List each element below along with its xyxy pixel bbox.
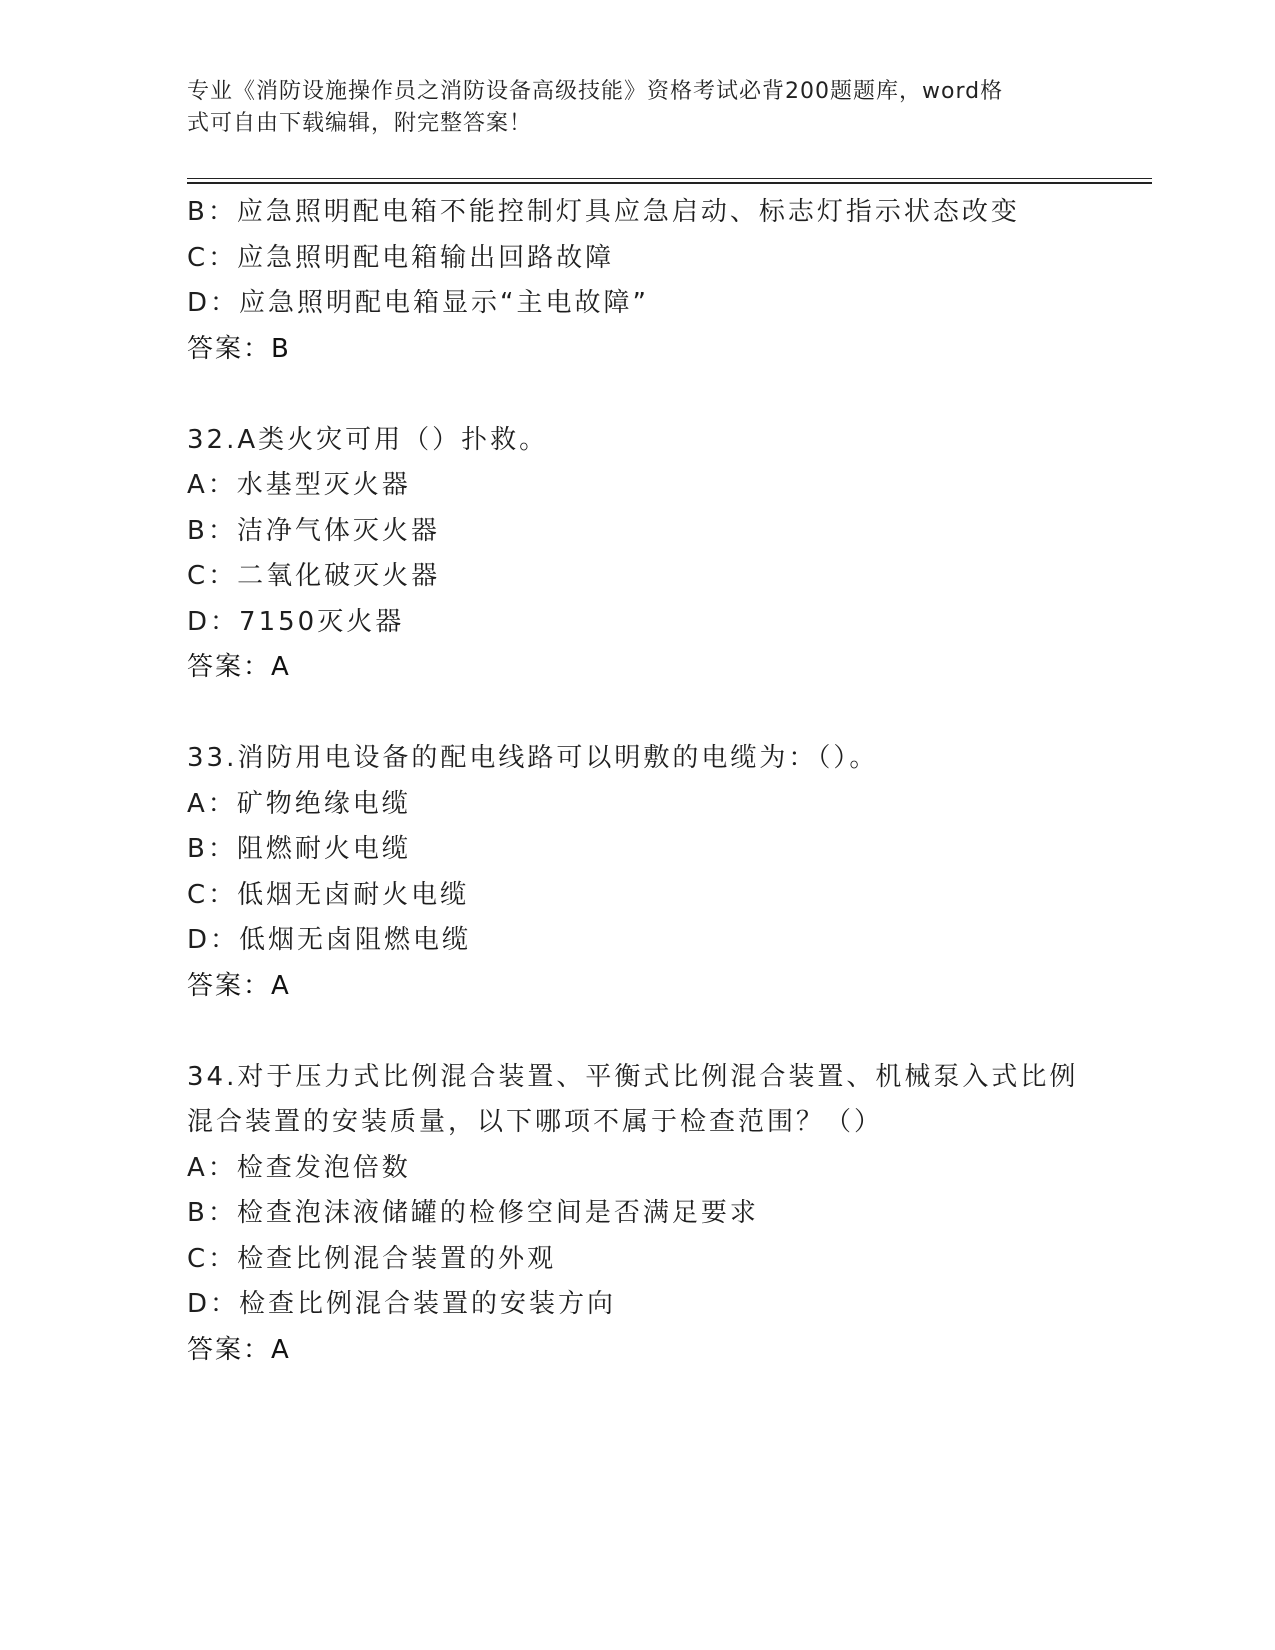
question-31-continued: [187, 190, 1087, 372]
option-c: C：低烟无卤耐火电缆: [187, 879, 470, 910]
option-b: B：检查泡沫液储罐的检修空间是否满足要求: [187, 1198, 759, 1228]
option-c: C：检查比例混合装置的外观: [187, 1243, 557, 1274]
question-stem-line-1: 34.对于压力式比例混合装置、平衡式比例混合装置、机械泵入式比例: [187, 1061, 1079, 1092]
question-34: [187, 1055, 1087, 1374]
option-d: D：7150灭火器: [187, 606, 405, 637]
question-stem: 33.消防用电设备的配电线路可以明敷的电缆为：（）。: [187, 743, 879, 773]
spacer: [187, 372, 1087, 418]
option-b: B：洁净气体灭火器: [187, 515, 440, 546]
answer: 答案：A: [187, 1334, 291, 1365]
header-line-2: 式可自由下载编辑，附完整答案！: [187, 111, 533, 136]
question-stem: 32.A类火灾可用（）扑救。: [187, 424, 549, 455]
answer: 答案：B: [187, 333, 291, 364]
answer: 答案：A: [187, 652, 291, 682]
option-d: D：低烟无卤阻燃电缆: [187, 925, 472, 955]
option-d: D：应急照明配电箱显示“主电故障”: [187, 288, 649, 318]
option-a: A：水基型灭火器: [187, 470, 411, 500]
document-header: [187, 76, 1067, 140]
header-line-1: 专业《消防设施操作员之消防设备高级技能》资格考试必背200题题库，word格: [187, 79, 1004, 104]
option-a: A：矿物绝缘电缆: [187, 788, 411, 819]
header-divider-thick: [187, 182, 1152, 184]
spacer: [187, 691, 1087, 737]
option-b: B：阻燃耐火电缆: [187, 834, 411, 864]
option-a: A：检查发泡倍数: [187, 1152, 411, 1183]
option-b: B：应急照明配电箱不能控制灯具应急启动、标志灯指示状态改变: [187, 197, 1020, 227]
header-divider-thin: [187, 178, 1152, 179]
question-33: [187, 736, 1087, 1009]
answer: 答案：A: [187, 970, 291, 1001]
question-32: [187, 418, 1087, 691]
question-stem-line-2: 混合装置的安装质量，以下哪项不属于检查范围？（）: [187, 1107, 884, 1137]
option-c: C：应急照明配电箱输出回路故障: [187, 242, 615, 273]
option-c: C：二氧化破灭火器: [187, 561, 441, 591]
spacer: [187, 1009, 1087, 1055]
question-list: [187, 190, 1087, 1373]
option-d: D：检查比例混合装置的安装方向: [187, 1289, 617, 1319]
